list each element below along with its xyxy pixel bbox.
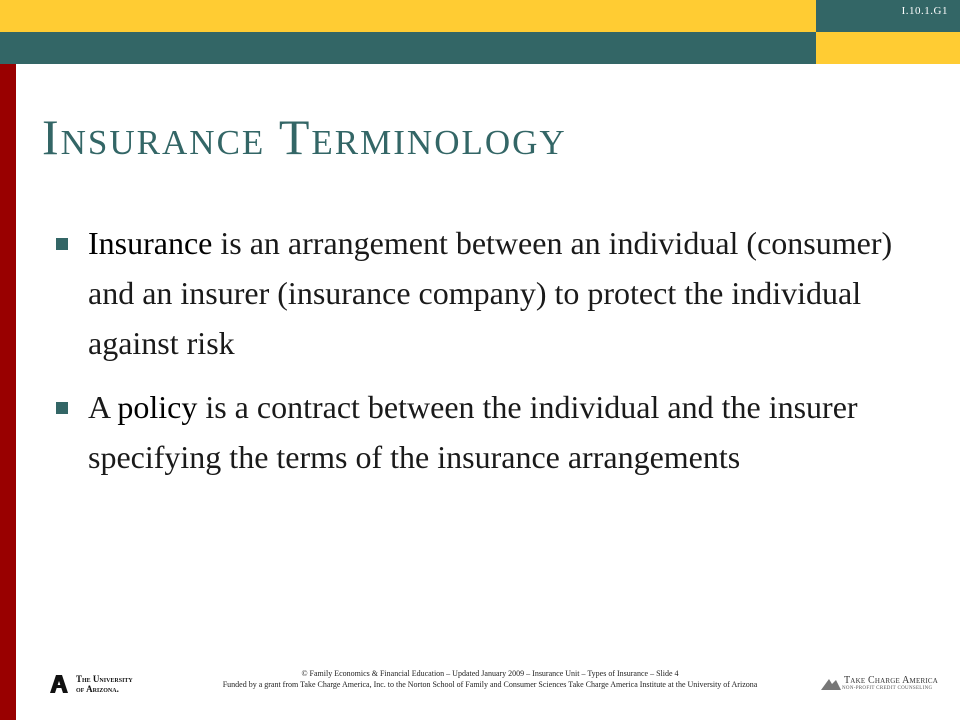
- take-charge-name: Take Charge America: [844, 675, 938, 686]
- header-yellow-bar: [0, 0, 816, 32]
- bullet-square-icon: [56, 402, 68, 414]
- university-a-icon: [48, 673, 70, 695]
- left-red-stripe: [0, 64, 16, 720]
- bullet-item-policy: [48, 382, 928, 482]
- slide-code: I.10.1.G1: [901, 5, 948, 17]
- bullet-definition: is an arrangement between an individual (consumer) and an insurer (insurance company) to protect the individual against risk: [88, 225, 893, 361]
- university-line-1: The University: [76, 674, 133, 684]
- footer-copyright: © Family Economics & Financial Education – Updated January 2009 – Insurance Unit – Types of Insurance – Slide 4: [301, 669, 679, 678]
- university-line-2: of Arizona.: [76, 684, 119, 694]
- bullet-square-icon: [56, 238, 68, 250]
- bullet-term: policy: [117, 389, 198, 425]
- bullet-text: [88, 389, 858, 475]
- bullet-text: [88, 225, 892, 361]
- take-charge-swoosh-icon: [820, 676, 842, 692]
- bullet-prefix: A: [88, 389, 118, 425]
- university-of-arizona-logo: [48, 672, 133, 696]
- bullet-list: [48, 218, 928, 496]
- take-charge-america-logo: [820, 674, 938, 694]
- header-corner-yellow: [816, 32, 960, 64]
- footer-funding: Funded by a grant from Take Charge America, Inc. to the Norton School of Family and Consumer Sciences Take Charge America Institute at the University of Arizona: [222, 680, 758, 689]
- university-logo-text: [76, 674, 133, 694]
- bullet-definition: is a contract between the individual and the insurer specifying the terms of the insurance arrangements: [88, 389, 858, 475]
- bullet-item-insurance: [48, 218, 928, 368]
- bullet-term: Insurance: [88, 225, 213, 261]
- take-charge-text: [842, 676, 938, 692]
- header-teal-bar: [0, 32, 816, 64]
- header-corner-teal: [816, 0, 960, 32]
- footer: [150, 668, 830, 690]
- slide-title: Insurance Terminology: [42, 109, 567, 165]
- take-charge-tagline: NON-PROFIT CREDIT COUNSELING: [842, 686, 933, 691]
